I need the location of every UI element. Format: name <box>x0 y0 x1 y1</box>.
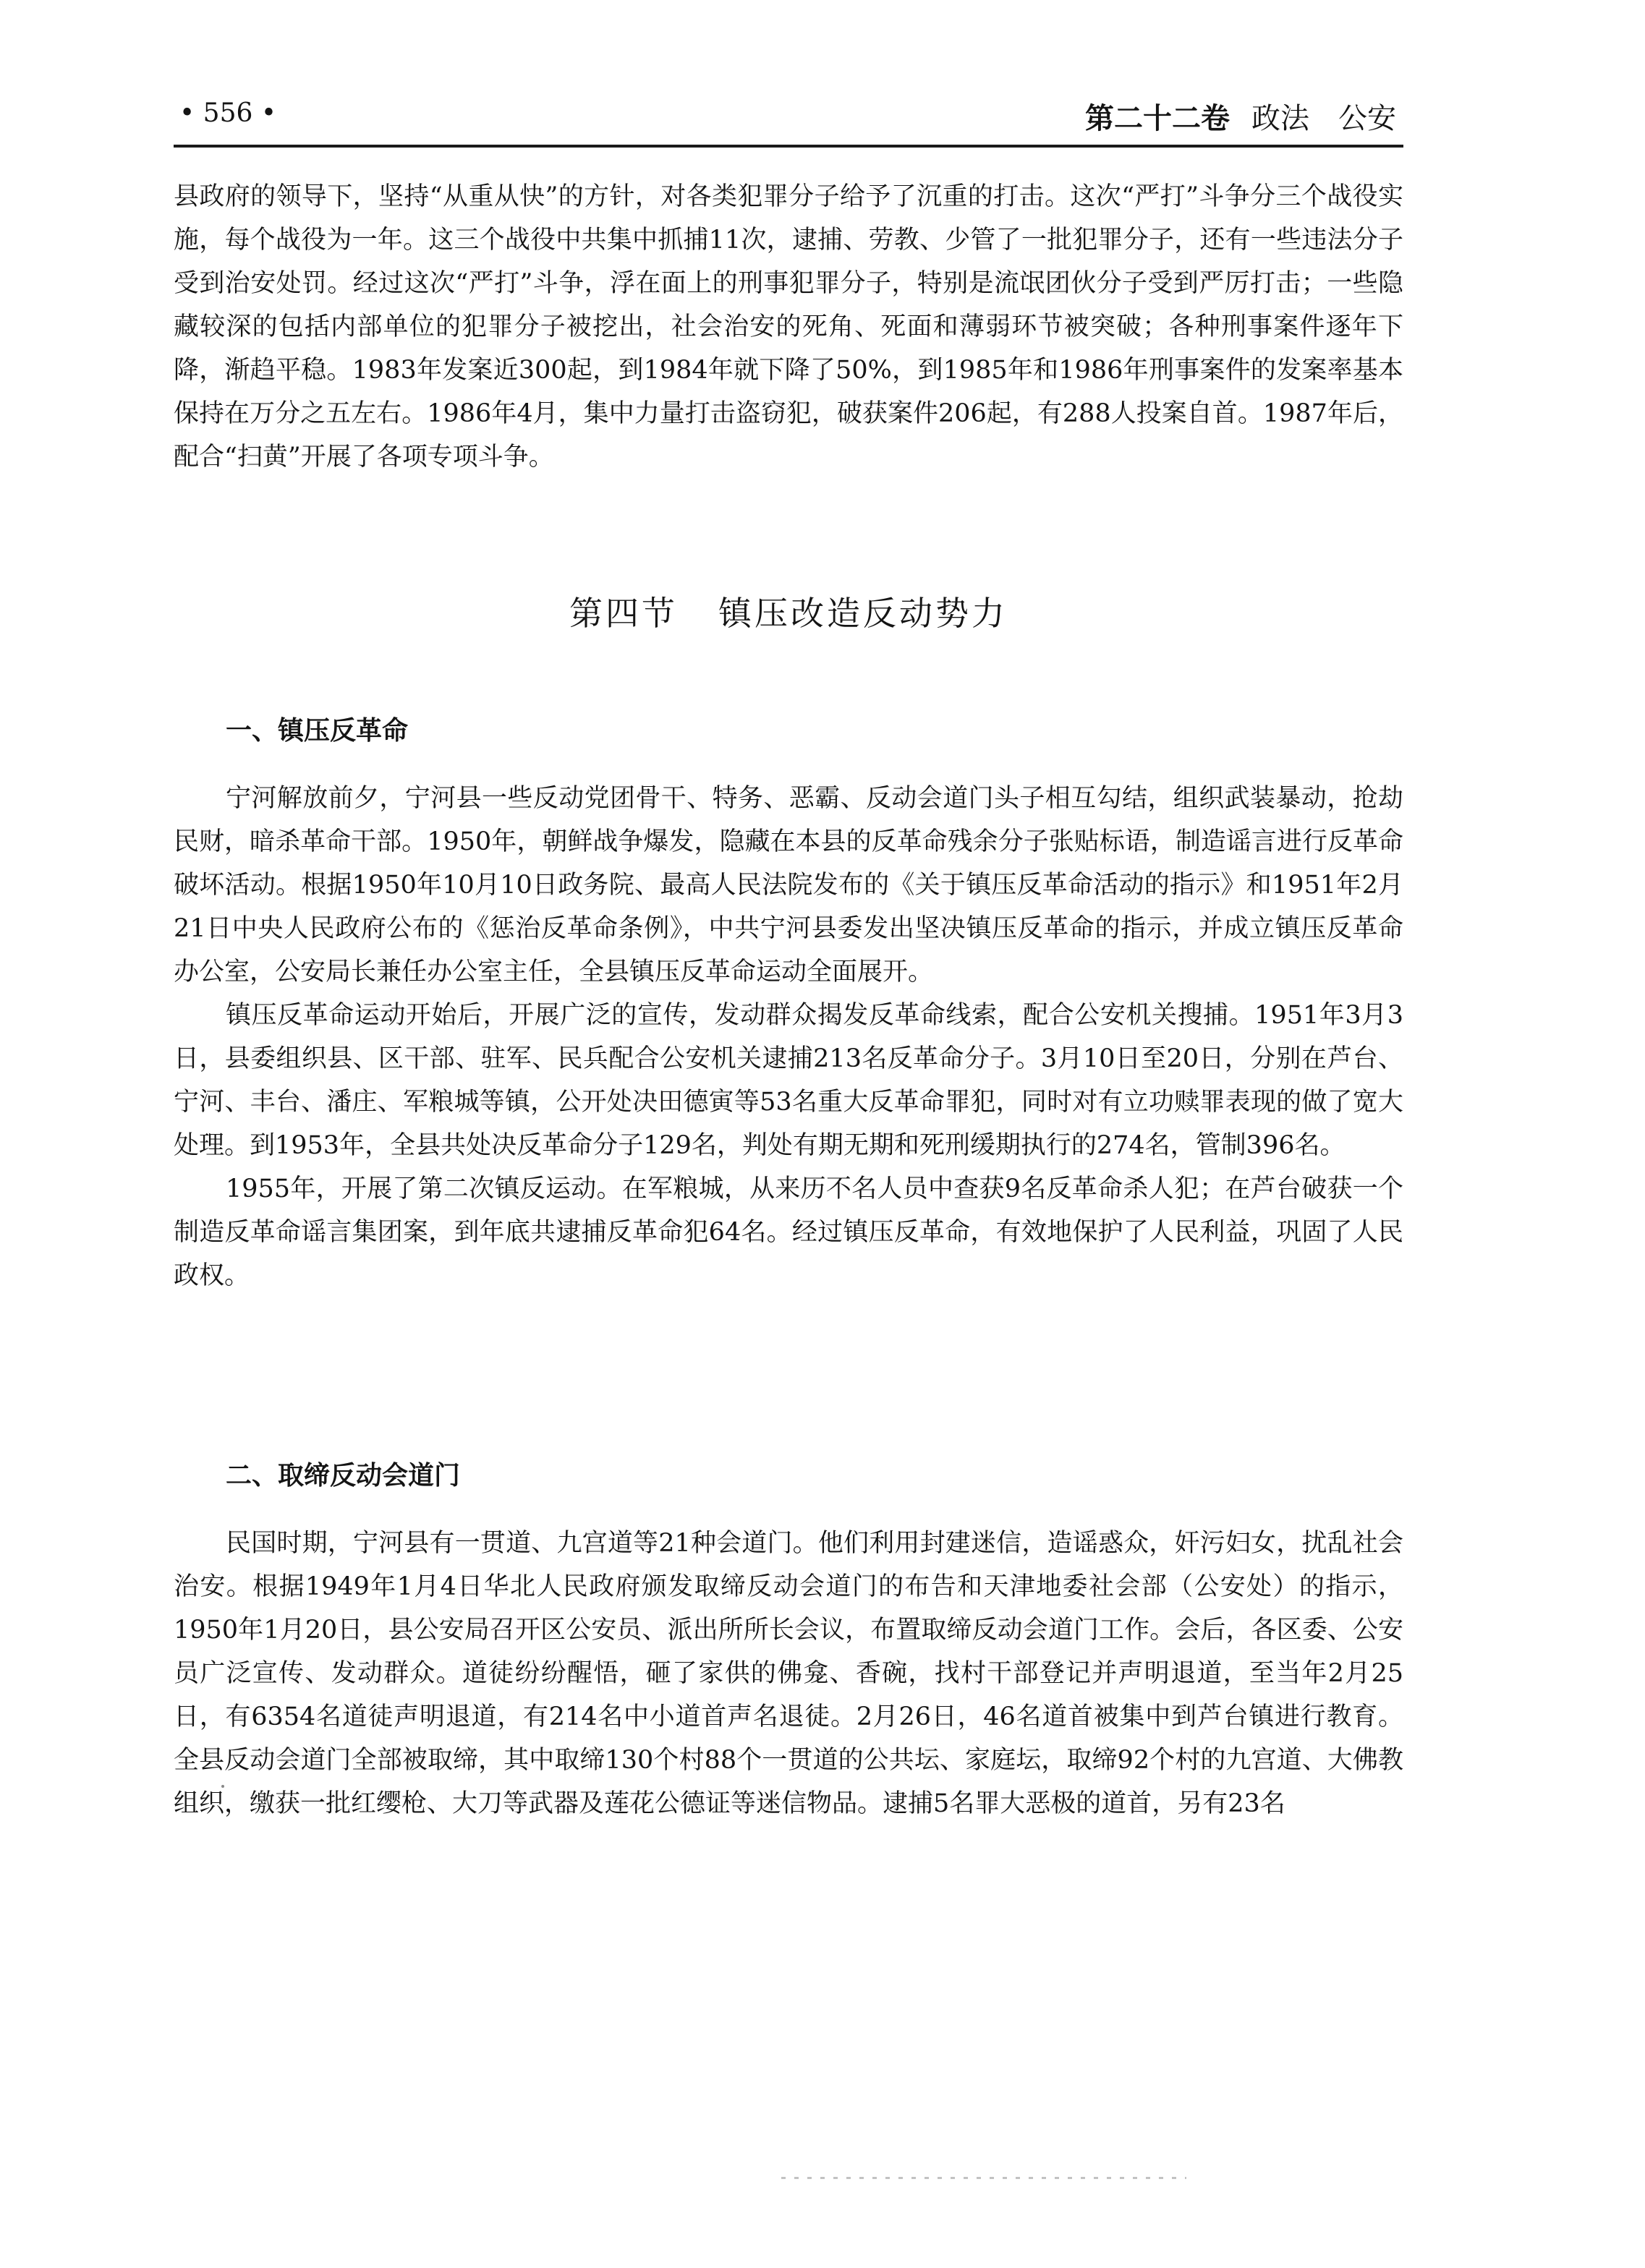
header-rule <box>174 145 1403 148</box>
section-number: 第四节 <box>569 594 678 633</box>
paragraph: 镇压反革命运动开始后，开展广泛的宣传，发动群众揭发反革命线索，配合公安机关搜捕。1951年3月3日，县委组织县、区干部、驻军、民兵配合公安机关逮捕213名反革命分子。3月10日至20日，分别在芦台、宁河、丰台、潘庄、军粮城等镇，公开处决田德寅等53名重大反革命罪犯，同时对有立功赎罪表现的做了宽大处理。到1953年，全县共处决反革命分子129名，判处有期无期和死刑缓期执行的274名，管制396名。 <box>174 1001 1403 1160</box>
intro-paragraph: 县政府的领导下，坚持“从重从快”的方针，对各类犯罪分子给予了沉重的打击。这次“严打”斗争分三个战役实施，每个战役为一年。这三个战役中共集中抓捕11次，逮捕、劳教、少管了一批犯罪分子，还有一些违法分子受到治安处罚。经过这次“严打”斗争，浮在面上的刑事犯罪分子，特别是流氓团伙分子受到严厉打击；一些隐藏较深的包括内部单位的犯罪分子被挖出，社会治安的死角、死面和薄弱环节被突破；各种刑事案件逐年下降，渐趋平稳。1983年发案近300起，到1984年就下降了50%，到1985年和1986年刑事案件的发案率基本保持在万分之五左右。1986年4月，集中力量打击盗窃犯，破获案件206起，有288人投案自首。1987年后，配合“扫黄”开展了各项专项斗争。 <box>174 182 1403 472</box>
running-header <box>174 94 1403 137</box>
paragraph: 1955年，开展了第二次镇反运动。在军粮城，从来历不名人员中查获9名反革命杀人犯；在芦台破获一个制造反革命谣言集团案，到年底共逮捕反革命犯64名。经过镇压反革命，有效地保护了人民利益，巩固了人民政权。 <box>174 1174 1403 1290</box>
subsection-2-body <box>174 1522 1403 1825</box>
section-heading: 镇压改造反动势力 <box>718 594 1008 633</box>
subsection-heading-1: 一、镇压反革命 <box>226 716 409 746</box>
paragraph: 民国时期，宁河县有一贯道、九宫道等21种会道门。他们利用封建迷信，造谣惑众，奸污妇女，扰乱社会治安。根据1949年1月4日华北人民政府颁发取缔反动会道门的布告和天津地委社会部（公安处）的指示，1950年1月20日，县公安局召开区公安员、派出所所长会议，布置取缔反动会道门工作。会后，各区委、公安员广泛宣传、发动群众。道徒纷纷醒悟，砸了家供的佛龛、香碗，找村干部登记并声明退道，至当年2月25日，有6354名道徒声明退道，有214名中小道首声名退徒。2月26日，46名道首被集中到芦台镇进行教育。全县反动会道门全部被取缔，其中取缔130个村88个一贯道的公共坛、家庭坛，取缔92个村的九宫道、大佛教组织，缴获一批红缨枪、大刀等武器及莲花公德证等迷信物品。逮捕5名罪大恶极的道首，另有23名 <box>174 1529 1403 1818</box>
scan-noise <box>781 2177 1186 2179</box>
volume-label: 第二十二卷 <box>1085 102 1230 135</box>
subsection-1-body <box>174 777 1403 1297</box>
page-number: • 556 • <box>179 98 277 128</box>
intro-block <box>174 175 1403 479</box>
running-head-title <box>1085 95 1396 137</box>
scan-speck <box>221 1785 224 1788</box>
section-title <box>174 587 1403 635</box>
subsection-heading-2: 二、取缔反动会道门 <box>226 1461 461 1491</box>
section-label: 政法 公安 <box>1251 102 1396 135</box>
paragraph: 宁河解放前夕，宁河县一些反动党团骨干、特务、恶霸、反动会道门头子相互勾结，组织武装暴动，抢劫民财，暗杀革命干部。1950年，朝鲜战争爆发，隐藏在本县的反革命残余分子张贴标语，制造谣言进行反革命破坏活动。根据1950年10月10日政务院、最高人民法院发布的《关于镇压反革命活动的指示》和1951年2月21日中央人民政府公布的《惩治反革命条例》，中共宁河县委发出坚决镇压反革命的指示，并成立镇压反革命办公室，公安局长兼任办公室主任，全县镇压反革命运动全面展开。 <box>174 784 1403 986</box>
